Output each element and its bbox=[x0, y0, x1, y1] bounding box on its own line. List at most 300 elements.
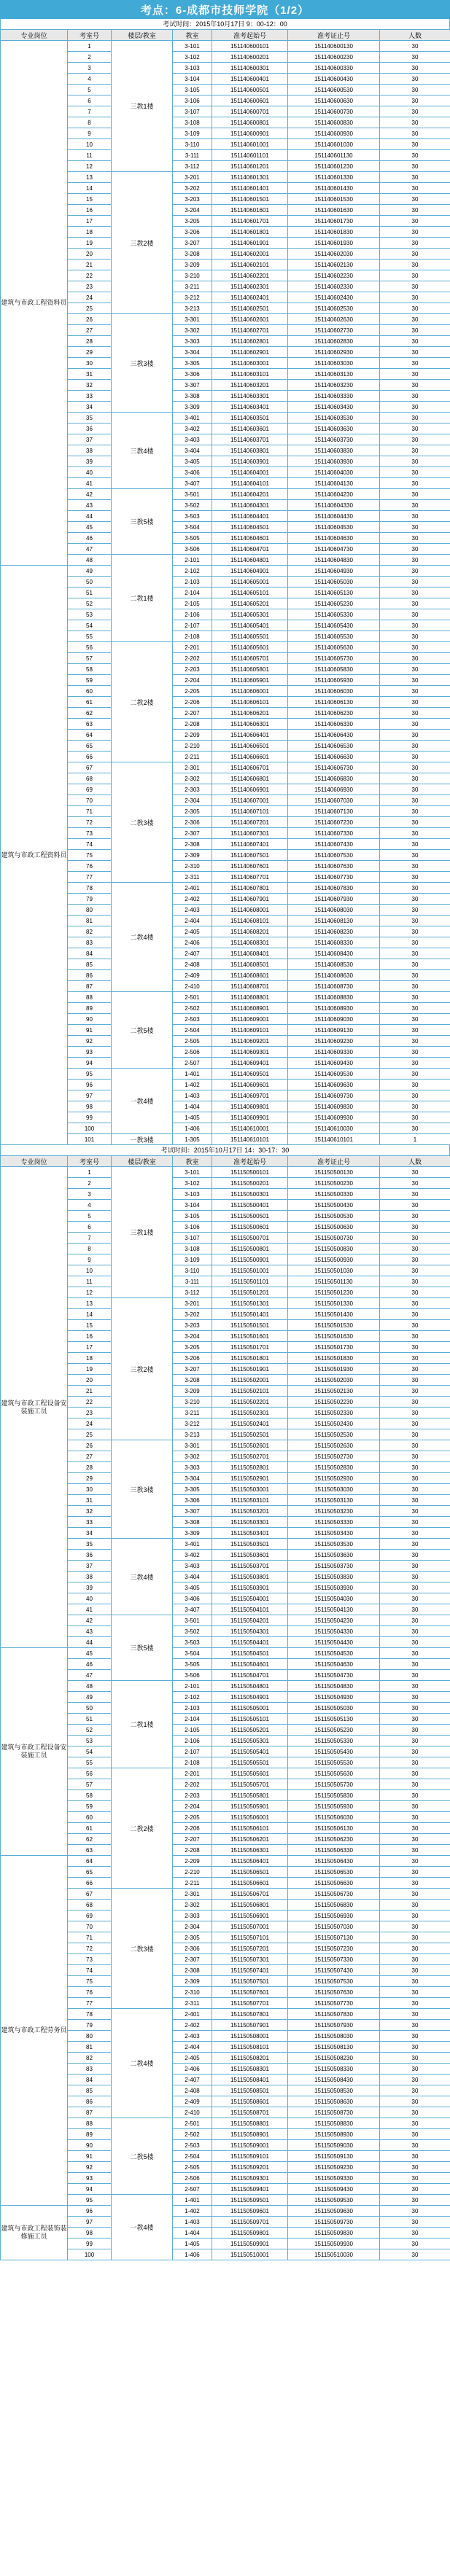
ticket-end: 151140607830 bbox=[288, 883, 380, 894]
ticket-start: 151150507401 bbox=[212, 1965, 288, 1976]
headcount: 30 bbox=[380, 795, 450, 806]
ticket-start: 151140608201 bbox=[212, 926, 288, 937]
table-row bbox=[1, 1943, 450, 1954]
table-row bbox=[1, 1801, 450, 1812]
room-number: 40 bbox=[68, 1593, 112, 1604]
headcount: 30 bbox=[380, 1757, 450, 1768]
table-row bbox=[1, 1812, 450, 1823]
table-row bbox=[1, 817, 450, 828]
classroom: 2-407 bbox=[173, 948, 212, 959]
headcount: 30 bbox=[380, 106, 450, 117]
headcount: 30 bbox=[380, 730, 450, 741]
headcount: 30 bbox=[380, 1626, 450, 1637]
ticket-end: 151140608230 bbox=[288, 926, 380, 937]
classroom: 3-501 bbox=[173, 1615, 212, 1626]
ticket-end: 151150502830 bbox=[288, 1462, 380, 1473]
ticket-end: 151140601530 bbox=[288, 194, 380, 205]
classroom: 2-205 bbox=[173, 686, 212, 697]
table-row bbox=[1, 1703, 450, 1714]
ticket-start: 151140609901 bbox=[212, 1112, 288, 1123]
headcount: 30 bbox=[380, 905, 450, 916]
ticket-end: 151140601030 bbox=[288, 139, 380, 150]
room-number: 99 bbox=[68, 2239, 112, 2249]
ticket-start: 151150506801 bbox=[212, 1900, 288, 1910]
ticket-end: 151140605930 bbox=[288, 675, 380, 686]
classroom: 2-310 bbox=[173, 861, 212, 872]
room-number: 4 bbox=[68, 1200, 112, 1211]
room-number: 51 bbox=[68, 1714, 112, 1725]
ticket-start: 151140604801 bbox=[212, 555, 288, 566]
headcount: 30 bbox=[380, 281, 450, 292]
classroom: 3-404 bbox=[173, 445, 212, 456]
room-number: 79 bbox=[68, 894, 112, 905]
headcount: 30 bbox=[380, 839, 450, 850]
table-row bbox=[1, 2031, 450, 2042]
room-number: 65 bbox=[68, 1867, 112, 1878]
ticket-start: 151140607901 bbox=[212, 894, 288, 905]
page-banner bbox=[0, 0, 450, 19]
ticket-end: 151140609230 bbox=[288, 1036, 380, 1047]
headcount: 30 bbox=[380, 1298, 450, 1309]
headcount: 30 bbox=[380, 1331, 450, 1342]
ticket-end: 151150503330 bbox=[288, 1517, 380, 1528]
ticket-start: 151140605701 bbox=[212, 653, 288, 664]
table-row bbox=[1, 1309, 450, 1320]
headcount: 30 bbox=[380, 238, 450, 249]
room-number: 26 bbox=[68, 1440, 112, 1451]
ticket-end: 151150507630 bbox=[288, 1987, 380, 1998]
ticket-end: 151150508130 bbox=[288, 2042, 380, 2053]
ticket-start: 151140608101 bbox=[212, 916, 288, 926]
classroom: 2-403 bbox=[173, 905, 212, 916]
ticket-start: 151140608501 bbox=[212, 959, 288, 970]
classroom: 3-111 bbox=[173, 150, 212, 161]
classroom: 3-404 bbox=[173, 1572, 212, 1582]
table-row bbox=[1, 1714, 450, 1725]
room-number: 55 bbox=[68, 631, 112, 642]
room-number: 38 bbox=[68, 445, 112, 456]
classroom: 3-506 bbox=[173, 544, 212, 555]
ticket-end: 151150503730 bbox=[288, 1561, 380, 1572]
ticket-end: 151140600530 bbox=[288, 85, 380, 95]
ticket-end: 151140604130 bbox=[288, 478, 380, 489]
room-number: 13 bbox=[68, 172, 112, 183]
ticket-start: 151150500201 bbox=[212, 1178, 288, 1189]
table-row bbox=[1, 1134, 450, 1145]
building-cell: 二教5楼 bbox=[112, 2118, 173, 2195]
headcount: 30 bbox=[380, 752, 450, 762]
ticket-start: 151150508101 bbox=[212, 2042, 288, 2053]
column-header: 专业岗位 bbox=[1, 1156, 68, 1167]
headcount: 30 bbox=[380, 2249, 450, 2260]
table-row bbox=[1, 1867, 450, 1878]
room-number: 72 bbox=[68, 817, 112, 828]
ticket-start: 151140607801 bbox=[212, 883, 288, 894]
ticket-end: 151140606830 bbox=[288, 773, 380, 784]
table-row bbox=[1, 762, 450, 773]
ticket-end: 151140604930 bbox=[288, 566, 380, 577]
ticket-end: 151140604630 bbox=[288, 533, 380, 544]
headcount: 30 bbox=[380, 1364, 450, 1375]
classroom: 3-202 bbox=[173, 1309, 212, 1320]
ticket-start: 151150508301 bbox=[212, 2064, 288, 2075]
classroom: 3-203 bbox=[173, 194, 212, 205]
headcount: 30 bbox=[380, 183, 450, 194]
room-number: 2 bbox=[68, 1178, 112, 1189]
table-row bbox=[1, 1211, 450, 1222]
headcount: 30 bbox=[380, 413, 450, 424]
headcount: 30 bbox=[380, 1539, 450, 1550]
headcount: 30 bbox=[380, 1889, 450, 1900]
classroom: 3-106 bbox=[173, 1222, 212, 1233]
classroom: 3-306 bbox=[173, 369, 212, 380]
room-number: 22 bbox=[68, 270, 112, 281]
ticket-end: 151140601230 bbox=[288, 161, 380, 172]
room-number: 63 bbox=[68, 1845, 112, 1856]
table-row bbox=[1, 2085, 450, 2096]
classroom: 3-104 bbox=[173, 1200, 212, 1211]
room-number: 29 bbox=[68, 1473, 112, 1484]
ticket-end: 151150504230 bbox=[288, 1615, 380, 1626]
room-number: 21 bbox=[68, 259, 112, 270]
classroom: 2-302 bbox=[173, 773, 212, 784]
room-number: 47 bbox=[68, 544, 112, 555]
ticket-start: 151150504701 bbox=[212, 1670, 288, 1681]
ticket-end: 151150503030 bbox=[288, 1484, 380, 1495]
ticket-end: 151140604030 bbox=[288, 467, 380, 478]
ticket-start: 151140602201 bbox=[212, 270, 288, 281]
table-row bbox=[1, 828, 450, 839]
ticket-end: 151150508630 bbox=[288, 2096, 380, 2107]
classroom: 2-410 bbox=[173, 2107, 212, 2118]
classroom: 2-308 bbox=[173, 1965, 212, 1976]
headcount: 30 bbox=[380, 806, 450, 817]
table-row bbox=[1, 883, 450, 894]
ticket-start: 151140603301 bbox=[212, 391, 288, 402]
table-row bbox=[1, 653, 450, 664]
ticket-start: 151140610101 bbox=[212, 1134, 288, 1145]
classroom: 2-409 bbox=[173, 970, 212, 981]
headcount: 30 bbox=[380, 1047, 450, 1058]
room-number: 50 bbox=[68, 1703, 112, 1714]
ticket-end: 151140608030 bbox=[288, 905, 380, 916]
ticket-start: 151140603601 bbox=[212, 424, 288, 434]
room-number: 5 bbox=[68, 1211, 112, 1222]
classroom: 3-201 bbox=[173, 1298, 212, 1309]
headcount: 30 bbox=[380, 522, 450, 533]
classroom: 3-204 bbox=[173, 205, 212, 216]
room-number: 64 bbox=[68, 730, 112, 741]
ticket-start: 151140601801 bbox=[212, 227, 288, 238]
ticket-start: 151150509301 bbox=[212, 2173, 288, 2184]
ticket-end: 151150507430 bbox=[288, 1965, 380, 1976]
headcount: 30 bbox=[380, 1834, 450, 1845]
classroom: 3-305 bbox=[173, 1484, 212, 1495]
ticket-end: 151150501530 bbox=[288, 1320, 380, 1331]
ticket-end: 151140600130 bbox=[288, 41, 380, 52]
headcount: 30 bbox=[380, 1440, 450, 1451]
room-number: 28 bbox=[68, 1462, 112, 1473]
ticket-end: 151150504730 bbox=[288, 1670, 380, 1681]
ticket-start: 151150503301 bbox=[212, 1517, 288, 1528]
table-row bbox=[1, 544, 450, 555]
headcount: 30 bbox=[380, 434, 450, 445]
classroom: 2-404 bbox=[173, 2042, 212, 2053]
room-number: 57 bbox=[68, 653, 112, 664]
ticket-end: 151150508430 bbox=[288, 2075, 380, 2085]
table-row bbox=[1, 1572, 450, 1582]
room-number: 53 bbox=[68, 1736, 112, 1746]
table-row bbox=[1, 369, 450, 380]
ticket-end: 151140610030 bbox=[288, 1123, 380, 1134]
table-row bbox=[1, 784, 450, 795]
ticket-end: 151140605130 bbox=[288, 588, 380, 598]
table-row bbox=[1, 2206, 450, 2217]
ticket-start: 151150506301 bbox=[212, 1845, 288, 1856]
room-number: 60 bbox=[68, 686, 112, 697]
table-row bbox=[1, 1823, 450, 1834]
headcount: 30 bbox=[380, 150, 450, 161]
room-number: 90 bbox=[68, 1014, 112, 1025]
building-cell: 三教4楼 bbox=[112, 413, 173, 489]
column-header: 楼层/教室 bbox=[112, 30, 173, 41]
ticket-end: 151150500130 bbox=[288, 1167, 380, 1178]
ticket-start: 151140606901 bbox=[212, 784, 288, 795]
room-number: 54 bbox=[68, 620, 112, 631]
ticket-start: 151150504801 bbox=[212, 1681, 288, 1692]
headcount: 30 bbox=[380, 139, 450, 150]
headcount: 30 bbox=[380, 1003, 450, 1014]
classroom: 2-507 bbox=[173, 2184, 212, 2195]
classroom: 3-210 bbox=[173, 270, 212, 281]
ticket-end: 151150504130 bbox=[288, 1604, 380, 1615]
ticket-end: 151150506330 bbox=[288, 1845, 380, 1856]
room-number: 18 bbox=[68, 1353, 112, 1364]
ticket-end: 151150503630 bbox=[288, 1550, 380, 1561]
room-number: 58 bbox=[68, 664, 112, 675]
ticket-end: 151140602930 bbox=[288, 347, 380, 358]
room-number: 92 bbox=[68, 2162, 112, 2173]
room-number: 81 bbox=[68, 2042, 112, 2053]
table-row bbox=[1, 522, 450, 533]
ticket-start: 151150507001 bbox=[212, 1921, 288, 1932]
headcount: 30 bbox=[380, 194, 450, 205]
ticket-start: 151140606701 bbox=[212, 762, 288, 773]
ticket-end: 151140608330 bbox=[288, 937, 380, 948]
column-header: 人数 bbox=[380, 30, 450, 41]
classroom: 3-101 bbox=[173, 41, 212, 52]
ticket-end: 151150502630 bbox=[288, 1440, 380, 1451]
room-number: 84 bbox=[68, 2075, 112, 2085]
ticket-end: 151140603330 bbox=[288, 391, 380, 402]
headcount: 30 bbox=[380, 1386, 450, 1397]
ticket-end: 151140602530 bbox=[288, 303, 380, 314]
headcount: 30 bbox=[380, 773, 450, 784]
classroom: 2-506 bbox=[173, 1047, 212, 1058]
headcount: 30 bbox=[380, 424, 450, 434]
classroom: 3-403 bbox=[173, 434, 212, 445]
ticket-start: 151150501001 bbox=[212, 1265, 288, 1276]
room-number: 80 bbox=[68, 905, 112, 916]
ticket-end: 151140609030 bbox=[288, 1014, 380, 1025]
ticket-end: 151150509230 bbox=[288, 2162, 380, 2173]
room-number: 5 bbox=[68, 85, 112, 95]
classroom: 2-402 bbox=[173, 894, 212, 905]
ticket-start: 151140610001 bbox=[212, 1123, 288, 1134]
ticket-end: 151150505030 bbox=[288, 1703, 380, 1714]
headcount: 30 bbox=[380, 1200, 450, 1211]
ticket-end: 151150505930 bbox=[288, 1801, 380, 1812]
headcount: 30 bbox=[380, 1900, 450, 1910]
room-number: 3 bbox=[68, 63, 112, 74]
ticket-start: 151150508801 bbox=[212, 2118, 288, 2129]
ticket-start: 151140603501 bbox=[212, 413, 288, 424]
ticket-end: 151150501330 bbox=[288, 1298, 380, 1309]
classroom: 2-211 bbox=[173, 1878, 212, 1889]
ticket-end: 151150505330 bbox=[288, 1736, 380, 1746]
room-number: 29 bbox=[68, 347, 112, 358]
ticket-start: 151150505601 bbox=[212, 1768, 288, 1779]
room-number: 87 bbox=[68, 981, 112, 992]
headcount: 30 bbox=[380, 358, 450, 369]
headcount: 30 bbox=[380, 259, 450, 270]
headcount: 30 bbox=[380, 456, 450, 467]
headcount: 30 bbox=[380, 1342, 450, 1353]
table-row bbox=[1, 598, 450, 609]
table-row bbox=[1, 2239, 450, 2249]
table-row bbox=[1, 730, 450, 741]
headcount: 30 bbox=[380, 1069, 450, 1080]
headcount: 30 bbox=[380, 577, 450, 588]
table-row bbox=[1, 981, 450, 992]
table-row bbox=[1, 1615, 450, 1626]
classroom: 2-108 bbox=[173, 1757, 212, 1768]
table-row bbox=[1, 642, 450, 653]
headcount: 30 bbox=[380, 270, 450, 281]
building-cell: 二教3楼 bbox=[112, 762, 173, 883]
table-row bbox=[1, 1025, 450, 1036]
ticket-start: 151150507501 bbox=[212, 1976, 288, 1987]
room-number: 8 bbox=[68, 1244, 112, 1254]
ticket-start: 151150502301 bbox=[212, 1408, 288, 1418]
ticket-end: 151150507030 bbox=[288, 1921, 380, 1932]
ticket-start: 151150507801 bbox=[212, 2009, 288, 2020]
room-number: 78 bbox=[68, 2009, 112, 2020]
ticket-start: 151150500101 bbox=[212, 1167, 288, 1178]
ticket-start: 151140602601 bbox=[212, 314, 288, 325]
ticket-end: 151140603130 bbox=[288, 369, 380, 380]
room-number: 9 bbox=[68, 128, 112, 139]
classroom: 2-307 bbox=[173, 828, 212, 839]
room-number: 10 bbox=[68, 139, 112, 150]
classroom: 3-208 bbox=[173, 1375, 212, 1386]
ticket-end: 151150502430 bbox=[288, 1418, 380, 1429]
room-number: 56 bbox=[68, 642, 112, 653]
classroom: 3-112 bbox=[173, 161, 212, 172]
ticket-start: 151150505101 bbox=[212, 1714, 288, 1725]
ticket-end: 151140605030 bbox=[288, 577, 380, 588]
headcount: 30 bbox=[380, 981, 450, 992]
headcount: 30 bbox=[380, 216, 450, 227]
ticket-start: 151140609301 bbox=[212, 1047, 288, 1058]
headcount: 30 bbox=[380, 992, 450, 1003]
room-number: 37 bbox=[68, 1561, 112, 1572]
room-number: 100 bbox=[68, 1123, 112, 1134]
ticket-start: 151140602501 bbox=[212, 303, 288, 314]
table-row bbox=[1, 1429, 450, 1440]
ticket-start: 151150509901 bbox=[212, 2239, 288, 2249]
ticket-start: 151140609501 bbox=[212, 1069, 288, 1080]
room-number: 61 bbox=[68, 1823, 112, 1834]
classroom: 2-210 bbox=[173, 741, 212, 752]
table-row bbox=[1, 1189, 450, 1200]
ticket-end: 151150503130 bbox=[288, 1495, 380, 1506]
headcount: 30 bbox=[380, 161, 450, 172]
table-row bbox=[1, 1123, 450, 1134]
room-number: 37 bbox=[68, 434, 112, 445]
headcount: 30 bbox=[380, 533, 450, 544]
room-number: 52 bbox=[68, 1725, 112, 1736]
headcount: 30 bbox=[380, 117, 450, 128]
table-row bbox=[1, 85, 450, 95]
ticket-end: 151140606930 bbox=[288, 784, 380, 795]
ticket-end: 151140606730 bbox=[288, 762, 380, 773]
headcount: 30 bbox=[380, 1998, 450, 2009]
table-row bbox=[1, 2042, 450, 2053]
classroom: 2-405 bbox=[173, 926, 212, 937]
room-number: 16 bbox=[68, 205, 112, 216]
classroom: 2-305 bbox=[173, 1932, 212, 1943]
ticket-start: 151150508201 bbox=[212, 2053, 288, 2064]
table-row bbox=[1, 948, 450, 959]
ticket-start: 151140601701 bbox=[212, 216, 288, 227]
room-number: 89 bbox=[68, 1003, 112, 1014]
room-number: 7 bbox=[68, 106, 112, 117]
room-number: 52 bbox=[68, 598, 112, 609]
ticket-start: 151140606501 bbox=[212, 741, 288, 752]
ticket-start: 151140603801 bbox=[212, 445, 288, 456]
ticket-end: 151150508830 bbox=[288, 2118, 380, 2129]
room-number: 74 bbox=[68, 839, 112, 850]
ticket-start: 151150502901 bbox=[212, 1473, 288, 1484]
table-row bbox=[1, 1418, 450, 1429]
ticket-end: 151140603830 bbox=[288, 445, 380, 456]
classroom: 3-405 bbox=[173, 456, 212, 467]
classroom: 2-409 bbox=[173, 2096, 212, 2107]
room-number: 95 bbox=[68, 1069, 112, 1080]
ticket-start: 151140601601 bbox=[212, 205, 288, 216]
headcount: 30 bbox=[380, 664, 450, 675]
ticket-end: 151150507130 bbox=[288, 1932, 380, 1943]
ticket-start: 151140603101 bbox=[212, 369, 288, 380]
room-number: 70 bbox=[68, 1921, 112, 1932]
ticket-start: 151140602001 bbox=[212, 249, 288, 259]
ticket-start: 151150503901 bbox=[212, 1582, 288, 1593]
headcount: 30 bbox=[380, 741, 450, 752]
classroom: 2-407 bbox=[173, 2075, 212, 2085]
classroom: 3-301 bbox=[173, 1440, 212, 1451]
ticket-start: 151150503601 bbox=[212, 1550, 288, 1561]
ticket-end: 151150505530 bbox=[288, 1757, 380, 1768]
ticket-end: 151140601830 bbox=[288, 227, 380, 238]
table-row bbox=[1, 402, 450, 413]
headcount: 30 bbox=[380, 2096, 450, 2107]
headcount: 30 bbox=[380, 1517, 450, 1528]
room-number: 24 bbox=[68, 1418, 112, 1429]
classroom: 1-402 bbox=[173, 1080, 212, 1090]
ticket-end: 151150506530 bbox=[288, 1867, 380, 1878]
ticket-start: 151150501901 bbox=[212, 1364, 288, 1375]
